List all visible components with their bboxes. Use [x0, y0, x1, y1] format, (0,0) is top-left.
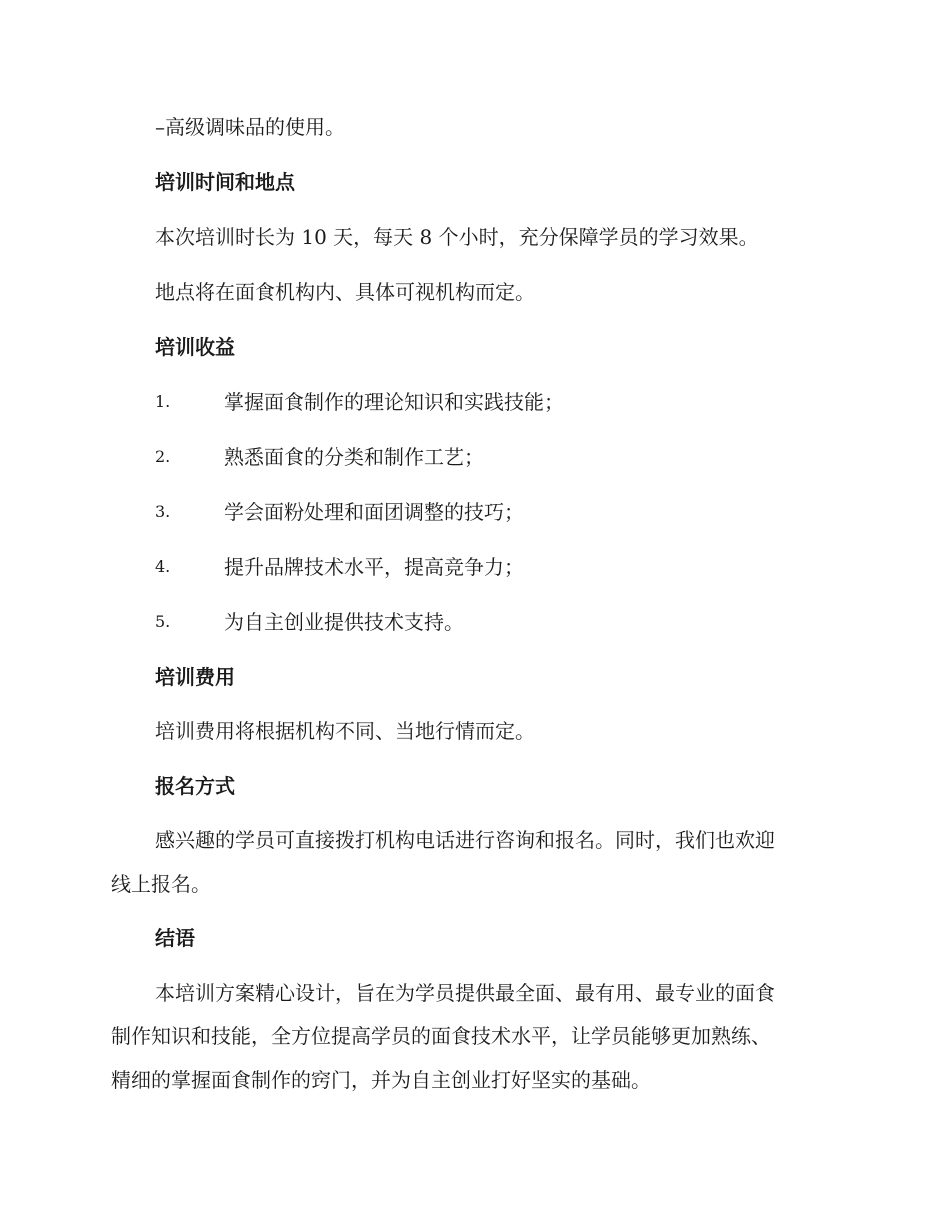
- list-item-text: 学会面粉处理和面团调整的技巧；: [224, 500, 524, 524]
- paragraph-signup-line-1: 感兴趣的学员可直接拨打机构电话进行咨询和报名。同时，我们也欢迎: [155, 828, 775, 852]
- section-heading-signup: 报名方式: [155, 774, 235, 798]
- paragraph-fee: 培训费用将根据机构不同、当地行情而定。: [155, 719, 535, 743]
- intro-bullet: –高级调味品的使用。: [155, 115, 345, 139]
- section-heading-fee: 培训费用: [155, 665, 235, 689]
- list-item-number: 3.: [155, 502, 171, 521]
- paragraph-signup-line-2: 线上报名。: [111, 872, 211, 896]
- list-item-text: 掌握面食制作的理论知识和实践技能；: [224, 390, 564, 414]
- list-item-text: 为自主创业提供技术支持。: [224, 610, 464, 634]
- paragraph-location: 地点将在面食机构内、具体可视机构而定。: [155, 280, 535, 304]
- section-heading-benefits: 培训收益: [155, 335, 235, 359]
- paragraph-conclusion-line-1: 本培训方案精心设计，旨在为学员提供最全面、最有用、最专业的面食: [155, 981, 775, 1005]
- paragraph-conclusion-line-2: 制作知识和技能，全方位提高学员的面食技术水平，让学员能够更加熟练、: [111, 1024, 771, 1048]
- list-item-number: 4.: [155, 557, 171, 576]
- section-heading-time-place: 培训时间和地点: [155, 170, 295, 194]
- section-heading-conclusion: 结语: [155, 926, 195, 950]
- list-item-number: 2.: [155, 447, 171, 466]
- list-item-text: 提升品牌技术水平，提高竞争力；: [224, 555, 524, 579]
- paragraph-duration: 本次培训时长为 10 天，每天 8 个小时，充分保障学员的学习效果。: [155, 225, 759, 249]
- list-item-number: 1.: [155, 392, 171, 411]
- paragraph-conclusion-line-3: 精细的掌握面食制作的窍门，并为自主创业打好坚实的基础。: [111, 1068, 651, 1092]
- list-item-number: 5.: [155, 612, 171, 631]
- list-item-text: 熟悉面食的分类和制作工艺；: [224, 445, 484, 469]
